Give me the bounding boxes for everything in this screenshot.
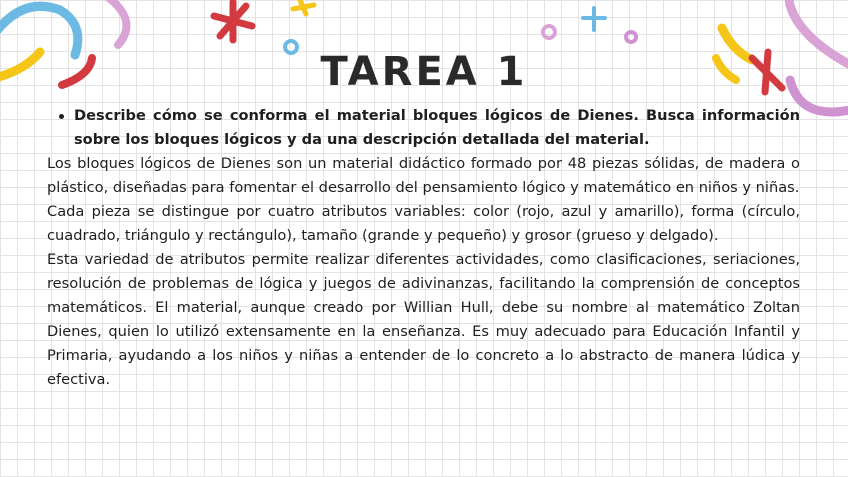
task-bullet: Describe cómo se conforma el material bloques lógicos de Dienes. Busca información sobre los bloques lógicos y da una descripción detallada del material.	[74, 104, 800, 152]
slide-content	[47, 104, 800, 392]
plus-yellow-icon	[293, 0, 314, 14]
paragraph-definition: Los bloques lógicos de Dienes son un material didáctico formado por 48 piezas sólidas, de madera o plástico, diseñadas para fomentar el desarrollo del pensamiento lógico y matemático en niños y niñas.	[47, 155, 800, 196]
ring-pink-icon	[543, 26, 555, 38]
star-red-icon	[214, 2, 252, 40]
paragraph-attributes: Cada pieza se distingue por cuatro atributos variables: color (rojo, azul y amarillo), forma (círculo, cuadrado, triángulo y rectángulo), tamaño (grande y pequeño) y grosor (grueso y delgado).	[47, 203, 800, 244]
plus-blue-icon	[583, 8, 605, 30]
paragraph-activities: Esta variedad de atributos permite realizar diferentes actividades, como clasificaciones, seriaciones, resolución de problemas de lógica y juegos de adivinanzas, facilitando la comprensión de conceptos matemáticos. El material, aunque creado por Willian Hull, debe su nombre al matemático Zoltan Dienes, quien lo utilizó extensamente en la enseñanza. Es muy adecuado para Educación Infantil y Primaria, ayudando a los niños y niñas a entender de lo concreto a lo abstracto de manera lúdica y efectiva.	[47, 251, 800, 388]
slide-title: TAREA 1	[320, 49, 528, 95]
task-list	[47, 104, 800, 152]
ring-lilac-icon	[626, 32, 636, 42]
